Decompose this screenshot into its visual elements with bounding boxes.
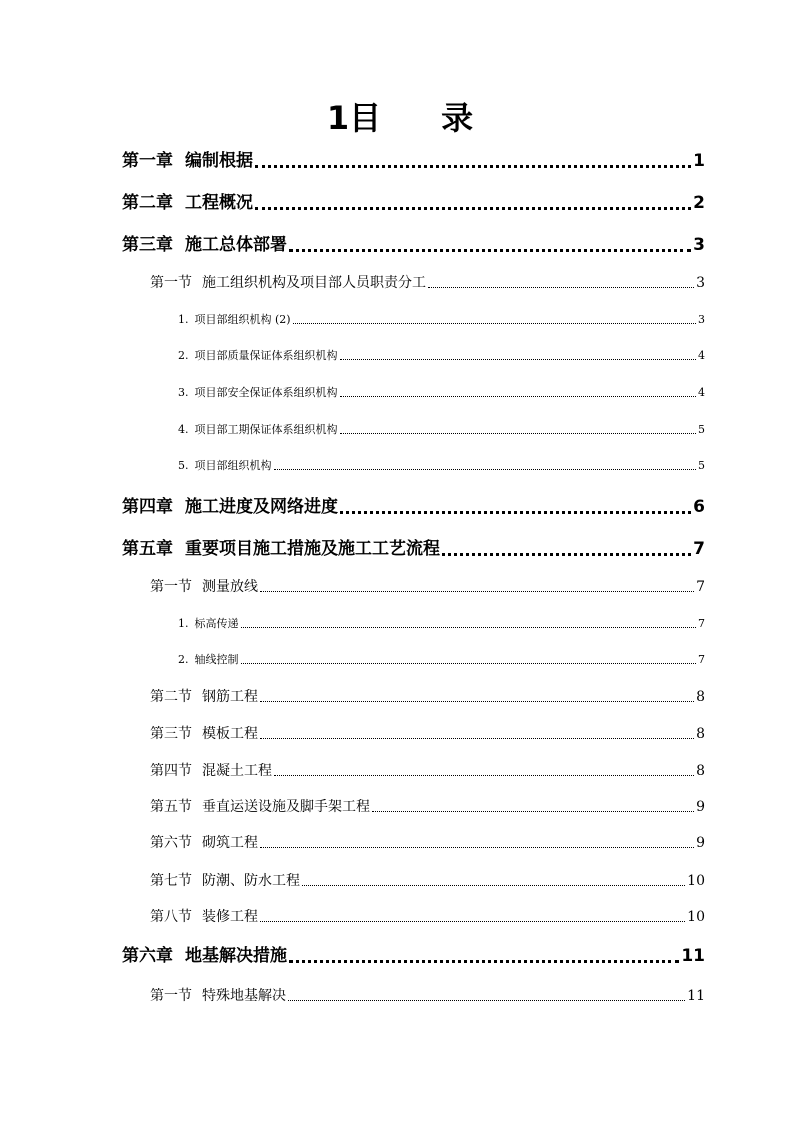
toc-entry-title: 地基解决措施 (185, 946, 287, 966)
dot-leader (274, 469, 697, 470)
toc-entry-page: 8 (696, 689, 705, 705)
toc-entry[interactable] (178, 312, 705, 327)
toc-entry-number: 第一章 (122, 151, 173, 171)
title-suffix: 录 (441, 99, 474, 137)
toc-entry-label (178, 422, 338, 437)
toc-entry-title: 施工进度及网络进度 (185, 497, 338, 517)
dot-leader (302, 885, 685, 886)
toc-entry[interactable] (122, 538, 705, 560)
toc-entry-page: 7 (698, 653, 705, 666)
toc-entry-page: 5 (698, 423, 705, 436)
toc-entry-label (122, 538, 440, 560)
toc-entry-number: 第三章 (122, 235, 173, 255)
toc-entry-title: 混凝土工程 (202, 763, 272, 779)
toc-entry-number: 第六节 (150, 835, 192, 851)
dot-leader (255, 207, 691, 210)
toc-entry-page: 2 (693, 193, 705, 213)
toc-entry-title: 标高传递 (194, 617, 239, 630)
toc-entry-page: 10 (687, 909, 705, 925)
toc-entry-title: 砌筑工程 (202, 835, 258, 851)
toc-entry-page: 10 (687, 873, 705, 889)
toc-entry[interactable] (122, 945, 705, 967)
toc-entry-number: 第四章 (122, 497, 173, 517)
toc-entry[interactable] (150, 725, 705, 743)
toc-entry-page: 7 (693, 539, 705, 559)
toc-entry[interactable] (178, 652, 705, 667)
toc-entry[interactable] (122, 496, 705, 518)
toc-entry-number: 2. (178, 653, 189, 666)
toc-entry-page: 3 (693, 235, 705, 255)
toc-entry-title: 工程概况 (185, 193, 253, 213)
dot-leader (260, 921, 685, 922)
dot-leader (340, 396, 697, 397)
toc-entry[interactable] (122, 234, 705, 256)
toc-entry-label (178, 348, 338, 363)
toc-entry-label (150, 908, 258, 926)
toc-entry-label (150, 578, 258, 596)
toc-entry-page: 4 (698, 386, 705, 399)
dot-leader (340, 359, 697, 360)
dot-leader (260, 847, 694, 848)
dot-leader (289, 249, 691, 252)
toc-entry[interactable] (122, 192, 705, 214)
toc-entry[interactable] (150, 798, 705, 816)
toc-entry-label (150, 872, 300, 890)
dot-leader (340, 511, 691, 514)
toc-entry-label (150, 725, 258, 743)
toc-entry-title: 钢筋工程 (202, 689, 258, 705)
toc-entry-label (150, 274, 426, 292)
toc-entry-number: 第三节 (150, 726, 192, 742)
toc-entry-title: 防潮、防水工程 (202, 873, 300, 889)
toc-entry-title: 特殊地基解决 (202, 988, 286, 1004)
toc-entry-label (122, 945, 287, 967)
toc-entry-number: 第一节 (150, 988, 192, 1004)
dot-leader (260, 591, 694, 592)
toc-entry-number: 第二章 (122, 193, 173, 213)
dot-leader (288, 1000, 685, 1001)
toc-entry-page: 7 (696, 579, 705, 595)
title-prefix: 1目 (326, 99, 382, 137)
toc-entry-label (122, 150, 253, 172)
toc-entry[interactable] (178, 616, 705, 631)
toc-entry-title: 测量放线 (202, 579, 258, 595)
toc-entry-label (150, 987, 286, 1005)
dot-leader (260, 738, 694, 739)
toc-entry-number: 第一节 (150, 579, 192, 595)
toc-entry-title: 编制根据 (185, 151, 253, 171)
toc-entry-number: 第八节 (150, 909, 192, 925)
toc-entry-label (150, 688, 258, 706)
toc-entry-page: 11 (681, 946, 705, 966)
toc-entry[interactable] (150, 834, 705, 852)
dot-leader (340, 433, 697, 434)
toc-entry-title: 施工组织机构及项目部人员职责分工 (202, 275, 426, 291)
toc-entry-number: 第五节 (150, 799, 192, 815)
toc-entry-page: 1 (693, 151, 705, 171)
toc-entry-title: 轴线控制 (194, 653, 239, 666)
toc-entry[interactable] (150, 987, 705, 1005)
toc-entry-label (150, 762, 272, 780)
dot-leader (428, 287, 694, 288)
toc-entry-label (178, 385, 338, 400)
dot-leader (255, 165, 691, 168)
toc-entry-number: 3. (178, 386, 189, 399)
toc-entry-title: 项目部质量保证体系组织机构 (194, 349, 338, 362)
toc-entry-title: 项目部组织机构 (194, 459, 272, 472)
toc-entry-number: 4. (178, 423, 189, 436)
toc-entry[interactable] (150, 872, 705, 890)
toc-entry[interactable] (178, 348, 705, 363)
toc-entry-title: 项目部组织机构 (2) (194, 313, 291, 326)
dot-leader (260, 701, 694, 702)
toc-entry-number: 第四节 (150, 763, 192, 779)
dot-leader (241, 627, 697, 628)
toc-entry-page: 9 (696, 835, 705, 851)
toc-entry[interactable] (150, 274, 705, 292)
toc-entry-page: 8 (696, 726, 705, 742)
dot-leader (274, 775, 694, 776)
toc-entry-label (122, 234, 287, 256)
toc-entry-title: 项目部工期保证体系组织机构 (194, 423, 338, 436)
toc-entry-title: 重要项目施工措施及施工工艺流程 (185, 539, 440, 559)
dot-leader (372, 811, 694, 812)
toc-entry-number: 第六章 (122, 946, 173, 966)
toc-entry-label (178, 312, 291, 327)
toc-entry[interactable] (150, 578, 705, 596)
toc-entry-page: 4 (698, 349, 705, 362)
dot-leader (289, 960, 679, 963)
toc-entry-label (122, 496, 338, 518)
toc-entry-page: 3 (696, 275, 705, 291)
toc-entry-number: 5. (178, 459, 189, 472)
toc-entry[interactable] (150, 908, 705, 926)
toc-entry-number: 第五章 (122, 539, 173, 559)
dot-leader (241, 663, 697, 664)
toc-entry-label (150, 834, 258, 852)
toc-entry-number: 1. (178, 313, 189, 326)
toc-entry-page: 7 (698, 617, 705, 630)
toc-entry-title: 装修工程 (202, 909, 258, 925)
toc-entry[interactable] (178, 422, 705, 437)
toc-entry-label (178, 458, 272, 473)
toc-entry-title: 垂直运送设施及脚手架工程 (202, 799, 370, 815)
toc-entry-title: 模板工程 (202, 726, 258, 742)
toc-entry-title: 项目部安全保证体系组织机构 (194, 386, 338, 399)
toc-entry-number: 第七节 (150, 873, 192, 889)
dot-leader (293, 323, 696, 324)
toc-entry-number: 第二节 (150, 689, 192, 705)
toc-entry-number: 第一节 (150, 275, 192, 291)
dot-leader (442, 553, 691, 556)
toc-entry-page: 8 (696, 763, 705, 779)
toc-entry-page: 5 (698, 459, 705, 472)
toc-entry-label (150, 798, 370, 816)
toc-entry[interactable] (150, 688, 705, 706)
toc-entry[interactable] (178, 385, 705, 400)
toc-entry[interactable] (122, 150, 705, 172)
toc-entry-label (122, 192, 253, 214)
toc-entry-title: 施工总体部署 (185, 235, 287, 255)
toc-entry[interactable] (150, 762, 705, 780)
toc-entry-number: 1. (178, 617, 189, 630)
toc-entry-label (178, 616, 239, 631)
toc-entry-page: 3 (698, 313, 705, 326)
toc-entry-page: 6 (693, 497, 705, 517)
toc-entry[interactable] (178, 458, 705, 473)
toc-entry-page: 11 (687, 988, 705, 1004)
toc-entry-number: 2. (178, 349, 189, 362)
toc-entry-label (178, 652, 239, 667)
toc-entry-page: 9 (696, 799, 705, 815)
